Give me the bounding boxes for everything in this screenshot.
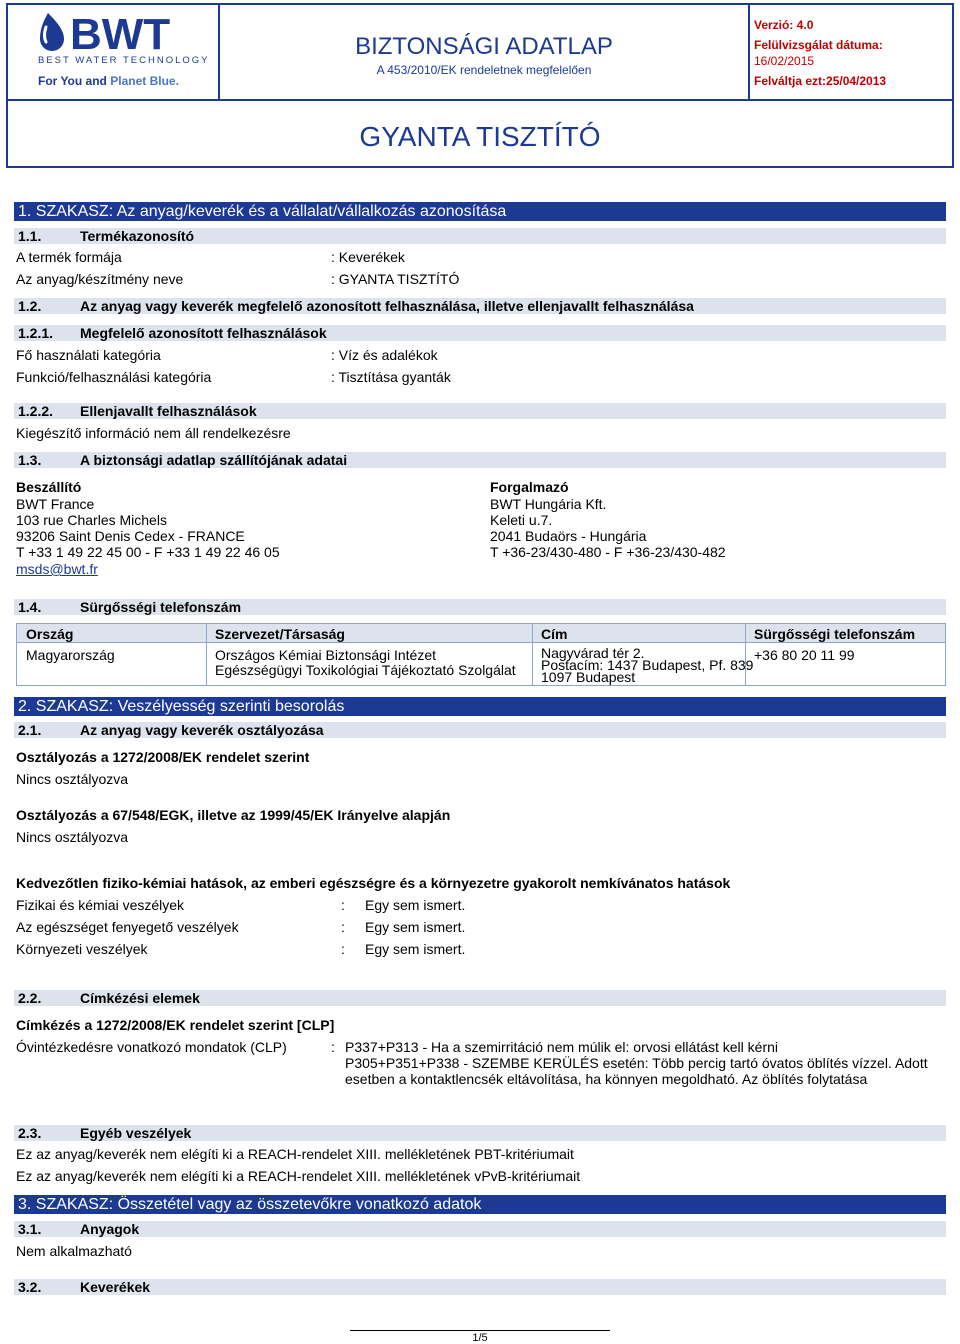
table-cell-phone: +36 80 20 11 99	[754, 647, 855, 663]
table-cell-org-sub: Egészségügyi Toxikológiai Tájékoztató Szolgálat	[215, 662, 516, 678]
colon: :	[341, 941, 345, 957]
colon: :	[341, 897, 345, 913]
effect-value: Egy sem ismert.	[365, 897, 466, 913]
bwt-logo-icon	[38, 11, 198, 55]
table-header: Ország	[26, 626, 74, 642]
pbt-statement: Ez az anyag/keverék nem elégíti ki a REACH-rendelet XIII. mellékletének PBT-kritériumait	[16, 1146, 574, 1162]
meta-box	[750, 5, 952, 101]
form-label: A termék formája	[16, 249, 122, 265]
subsection-3-2: 3.2. Keverékek	[14, 1279, 946, 1295]
colon: :	[331, 1039, 335, 1055]
precaution-label: Óvintézkedésre vonatkozó mondatok (CLP)	[16, 1039, 287, 1055]
form-value: : Keverékek	[331, 249, 405, 265]
section-1-title: 1. SZAKASZ: Az anyag/keverék és a vállalat/vállalkozás azonosítása	[14, 202, 946, 221]
effect-label: Az egészséget fenyegető veszélyek	[16, 919, 239, 935]
table-cell-org: Országos Kémiai Biztonsági Intézet	[215, 647, 436, 663]
supplier-line: T +33 1 49 22 45 00 - F +33 1 49 22 46 05	[16, 544, 280, 560]
section-2-title: 2. SZAKASZ: Veszélyesség szerinti besorolás	[14, 697, 946, 716]
subsection-3-1: 3.1. Anyagok	[14, 1221, 946, 1237]
extra-info: Kiegészítő információ nem áll rendelkezésre	[16, 425, 291, 441]
supplier-heading: Beszállító	[16, 479, 82, 495]
labelling-heading: Címkézés a 1272/2008/EK rendelet szerint [CLP]	[16, 1017, 335, 1033]
effect-label: Fizikai és kémiai veszélyek	[16, 897, 185, 913]
subsection-1-2-2: 1.2.2. Ellenjavallt felhasználások	[14, 403, 946, 419]
subsection-1-2: 1.2. Az anyag vagy keverék megfelelő azonosított felhasználása, illetve ellenjavallt felhasználása	[14, 298, 946, 314]
logo-box	[8, 5, 220, 101]
subsection-1-4: 1.4. Sürgősségi telefonszám	[14, 599, 946, 615]
effects-heading: Kedvezőtlen fiziko-kémiai hatások, az emberi egészségre és a környezetre gyakorolt nemkívánatos hatások	[16, 875, 731, 891]
replaces: Felváltja ezt:25/04/2013	[754, 74, 887, 88]
effect-value: Egy sem ismert.	[365, 919, 466, 935]
distributor-line: T +36-23/430-480 - F +36-23/430-482	[490, 544, 726, 560]
supplier-email-link[interactable]: msds@bwt.fr	[16, 561, 98, 577]
table-header: Szervezet/Társaság	[215, 626, 345, 642]
subsection-1-2-1: 1.2.1. Megfelelő azonosított felhasználások	[14, 325, 946, 341]
subsection-2-1: 2.1. Az anyag vagy keverék osztályozása	[14, 722, 946, 738]
name-value: : GYANTA TISZTÍTÓ	[331, 271, 460, 287]
function-value: : Tisztítása gyanták	[331, 369, 451, 385]
product-box	[8, 101, 952, 166]
use-category-value: : Víz és adalékok	[331, 347, 438, 363]
clp-heading: Osztályozás a 1272/2008/EK rendelet szerint	[16, 749, 310, 765]
substances-value: Nem alkalmazható	[16, 1243, 132, 1259]
precaution-statement: P337+P313 - Ha a szemirritáció nem múlik el: orvosi ellátást kell kérni	[345, 1039, 779, 1055]
effect-value: Egy sem ismert.	[365, 941, 466, 957]
document-header	[6, 3, 954, 168]
colon: :	[341, 919, 345, 935]
review-date: 16/02/2015	[754, 54, 815, 68]
logo-slogan: For You and Planet Blue.	[38, 74, 179, 88]
precaution-statement: P305+P351+P338 - SZEMBE KERÜLÉS esetén: Több percig tartó óvatos öblítés vízzel. Adott	[345, 1055, 928, 1071]
supplier-line: 93206 Saint Denis Cedex - FRANCE	[16, 528, 245, 544]
subsection-1-3: 1.3. A biztonsági adatlap szállítójának adatai	[14, 452, 946, 468]
vpvb-statement: Ez az anyag/keverék nem elégíti ki a REACH-rendelet XIII. mellékletének vPvB-kritériumait	[16, 1168, 581, 1184]
distributor-line: BWT Hungária Kft.	[490, 496, 607, 512]
document-subtitle: A 453/2010/EK rendeletnek megfelelően	[376, 63, 592, 77]
table-cell-addr: Postacím: 1437 Budapest, Pf. 839	[541, 657, 754, 673]
emergency-table	[16, 623, 946, 686]
distributor-heading: Forgalmazó	[490, 479, 569, 495]
supplier-line: BWT France	[16, 496, 95, 512]
subsection-2-2: 2.2. Címkézési elemek	[14, 990, 946, 1006]
table-cell-addr: 1097 Budapest	[541, 669, 636, 685]
distributor-line: Keleti u.7.	[490, 512, 553, 528]
product-name: GYANTA TISZTÍTÓ	[359, 121, 601, 152]
logo-tagline: BEST WATER TECHNOLOGY	[38, 55, 210, 66]
review-label: Felülvizsgálat dátuma:	[754, 38, 883, 52]
subsection-1-1: 1.1. Termékazonosító	[14, 228, 946, 244]
page-number: 1/5	[472, 1332, 488, 1344]
name-label: Az anyag/készítmény neve	[16, 271, 184, 287]
directive-value: Nincs osztályozva	[16, 829, 129, 845]
use-category-label: Fő használati kategória	[16, 347, 161, 363]
logo-wordmark: BWT	[70, 11, 171, 55]
table-cell-country: Magyarország	[26, 647, 115, 663]
function-label: Funkció/felhasználási kategória	[16, 369, 212, 385]
supplier-line: 103 rue Charles Michels	[16, 512, 167, 528]
precaution-statement: esetben a kontaktlencsék eltávolítása, ha könnyen megoldható. Az öblítés folytatása	[345, 1071, 868, 1087]
table-header: Sürgősségi telefonszám	[754, 626, 916, 642]
section-3-title: 3. SZAKASZ: Összetétel vagy az összetevőkre vonatkozó adatok	[14, 1195, 946, 1214]
title-box	[220, 5, 750, 101]
clp-value: Nincs osztályozva	[16, 771, 129, 787]
table-header: Cím	[541, 626, 568, 642]
footer-divider	[350, 1330, 610, 1331]
document-title: BIZTONSÁGI ADATLAP	[355, 33, 613, 60]
subsection-2-3: 2.3. Egyéb veszélyek	[14, 1125, 946, 1141]
directive-heading: Osztályozás a 67/548/EGK, illetve az 1999/45/EK Irányelve alapján	[16, 807, 451, 823]
effect-label: Környezeti veszélyek	[16, 941, 148, 957]
distributor-line: 2041 Budaörs - Hungária	[490, 528, 647, 544]
version: Verzió: 4.0	[754, 18, 814, 32]
table-cell-addr: Nagyvárad tér 2.	[541, 645, 645, 661]
